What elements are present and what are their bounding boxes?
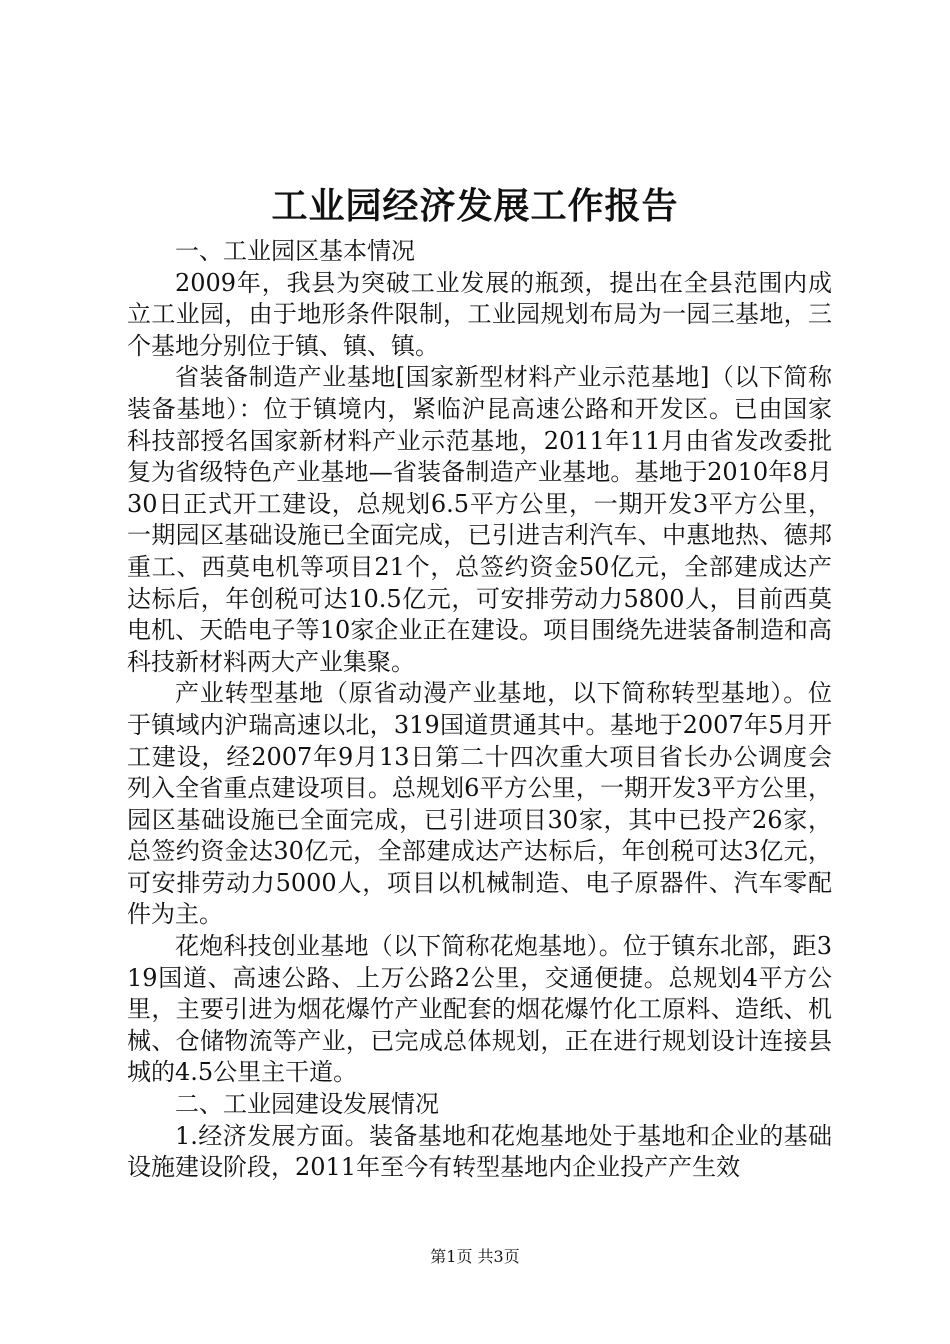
document-title: 工业园经济发展工作报告	[271, 185, 679, 227]
paragraph-fireworks-base: 花炮科技创业基地（以下简称花炮基地）。位于镇东北部，距319国道、高速公路、上万公路2公里，交通便捷。总规划4平方公里，主要引进为烟花爆竹产业配套的烟花爆竹化工原料、造纸、机械、仓储物流等产业，已完成总体规划，正在进行规划设计连接县城的4.5公里主干道。	[127, 932, 832, 1087]
paragraph-equipment-base: 省装备制造产业基地[国家新型材料产业示范基地]（以下简称装备基地）：位于镇境内，紧临沪昆高速公路和开发区。已由国家科技部授名国家新材料产业示范基地，2011年11月由省发改委批复为省级特色产业基地—省装备制造产业基地。基地于2010年8月30日正式开工建设，总规划6.5平方公里，一期开发3平方公里，一期园区基础设施已全面完成，已引进吉利汽车、中惠地热、德邦重工、西莫电机等项目21个，总签约资金50亿元，全部建成达产达标后，年创税可达10.5亿元，可安排劳动力5800人，目前西莫电机、天皓电子等10家企业正在建设。项目围绕先进装备制造和高科技新材料两大产业集聚。	[127, 363, 832, 676]
document-body	[127, 236, 832, 1184]
page-footer: 第1页 共3页	[430, 1247, 520, 1266]
section-heading-1: 一、工业园区基本情况	[175, 237, 415, 265]
section-heading-2: 二、工业园建设发展情况	[175, 1090, 439, 1119]
paragraph-overview: 2009年，我县为突破工业发展的瓶颈，提出在全县范围内成立工业园，由于地形条件限制，工业园规划布局为一园三基地，三个基地分别位于镇、镇、镇。	[127, 268, 832, 360]
paragraph-economic-development: 1.经济发展方面。装备基地和花炮基地处于基地和企业的基础设施建设阶段，2011年至今有转型基地内企业投产产生效	[127, 1121, 832, 1182]
paragraph-transformation-base: 产业转型基地（原省动漫产业基地，以下简称转型基地）。位于镇域内沪瑞高速以北，319国道贯通其中。基地于2007年5月开工建设，经2007年9月13日第二十四次重大项目省长办公调度会列入全省重点建设项目。总规划6平方公里，一期开发3平方公里，园区基础设施已全面完成，已引进项目30家，其中已投产26家，总签约资金达30亿元，全部建成达产达标后，年创税可达3亿元，可安排劳动力5000人，项目以机械制造、电子原器件、汽车零配件为主。	[127, 679, 832, 929]
